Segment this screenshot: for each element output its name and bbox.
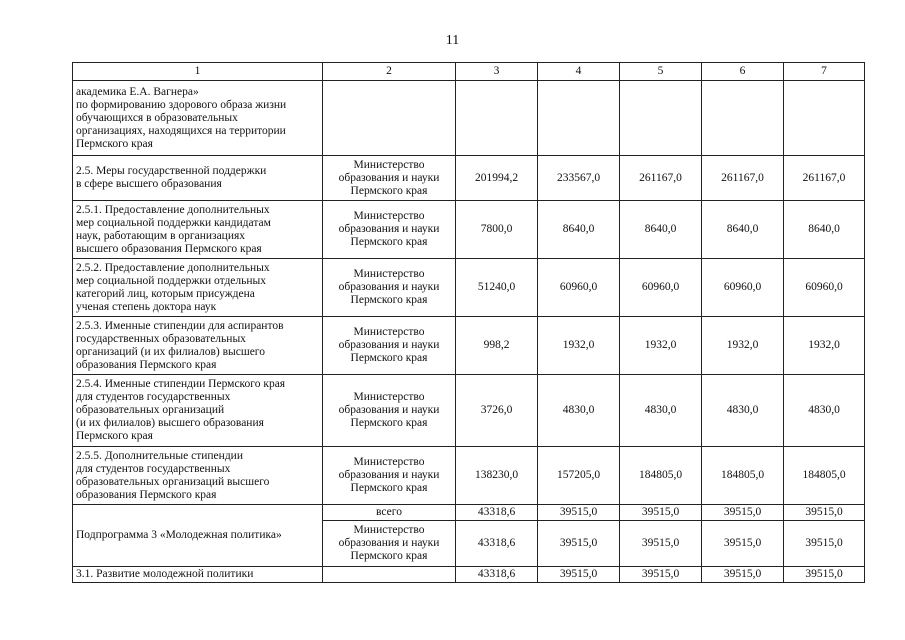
- table-row: [73, 259, 865, 317]
- executor-line: Министерство: [353, 210, 425, 222]
- value-cell: 39515,0: [620, 505, 702, 521]
- value-cell: 184805,0: [784, 447, 865, 505]
- table-row: [73, 375, 865, 447]
- executor-line: Пермского края: [350, 352, 428, 364]
- executor-line: Министерство: [353, 524, 425, 536]
- name-line: мер социальной поддержки отдельных: [76, 274, 267, 287]
- value-cell: [620, 81, 702, 156]
- value-cell: [702, 81, 784, 156]
- value-cell: 184805,0: [620, 447, 702, 505]
- value-cell: 39515,0: [620, 567, 702, 583]
- name-line: мер социальной поддержки кандидатам: [76, 216, 271, 229]
- name-line: наук, работающим в организациях: [76, 229, 246, 242]
- value-cell: 201994,2: [456, 156, 538, 201]
- name-line: 2.5.4. Именные стипендии Пермского края: [76, 378, 286, 390]
- name-line: категорий лиц, которым присуждена: [76, 287, 255, 300]
- executor-line: образования и науки: [338, 469, 440, 481]
- table-row: [73, 156, 865, 201]
- name-line: по формированию здорового образа жизни: [76, 98, 287, 111]
- column-header-5: 5: [620, 63, 702, 81]
- column-header-7: 7: [784, 63, 865, 81]
- executor-line: Пермского края: [350, 550, 428, 562]
- value-cell: 60960,0: [620, 259, 702, 317]
- value-cell: 39515,0: [702, 505, 784, 521]
- value-cell: 7800,0: [456, 201, 538, 259]
- value-cell: 39515,0: [784, 505, 865, 521]
- executor-cell: [323, 81, 456, 156]
- value-cell: 8640,0: [620, 201, 702, 259]
- value-cell: 60960,0: [538, 259, 620, 317]
- name-line: для студентов государственных: [76, 462, 231, 475]
- program-name-cell: [73, 81, 323, 156]
- table-row: [73, 317, 865, 375]
- column-header-1: 1: [73, 63, 323, 81]
- value-cell: 39515,0: [620, 521, 702, 567]
- executor-cell: [323, 567, 456, 583]
- value-cell: 39515,0: [702, 521, 784, 567]
- executor-line: Министерство: [353, 268, 425, 280]
- name-line: организаций (и их филиалов) высшего: [76, 345, 265, 358]
- value-cell: 138230,0: [456, 447, 538, 505]
- name-line: образования Пермского края: [76, 488, 217, 501]
- executor-line: образования и науки: [338, 339, 440, 351]
- name-line: в сфере высшего образования: [76, 178, 222, 190]
- executor-line: Пермского края: [350, 184, 428, 197]
- value-cell: 261167,0: [620, 156, 702, 201]
- value-cell: 3726,0: [456, 375, 538, 447]
- name-line: 2.5.3. Именные стипендии для аспирантов: [76, 319, 284, 332]
- executor-cell: [323, 521, 456, 567]
- executor-cell: [323, 156, 456, 201]
- value-cell: 51240,0: [456, 259, 538, 317]
- value-cell: 43318,6: [456, 521, 538, 567]
- value-cell: 261167,0: [702, 156, 784, 201]
- program-name-cell: [73, 156, 323, 201]
- value-cell: 39515,0: [538, 505, 620, 521]
- value-cell: 39515,0: [538, 567, 620, 583]
- executor-line: Пермского края: [350, 294, 428, 306]
- executor-cell: [323, 317, 456, 375]
- value-cell: 4830,0: [538, 375, 620, 447]
- program-name-cell: [73, 259, 323, 317]
- program-name-cell: [73, 375, 323, 447]
- table-row: [73, 81, 865, 156]
- executor-line: Министерство: [353, 391, 425, 403]
- executor-line: Пермского края: [350, 236, 428, 248]
- executor-line: образования и науки: [338, 223, 440, 235]
- value-cell: 39515,0: [784, 567, 865, 583]
- value-cell: 39515,0: [784, 521, 865, 567]
- column-header-2: 2: [323, 63, 456, 81]
- column-header-6: 6: [702, 63, 784, 81]
- budget-table: [72, 62, 865, 583]
- value-cell: 8640,0: [784, 201, 865, 259]
- value-cell: 184805,0: [702, 447, 784, 505]
- value-cell: 1932,0: [702, 317, 784, 375]
- executor-cell: [323, 447, 456, 505]
- value-cell: 4830,0: [620, 375, 702, 447]
- executor-line: образования и науки: [338, 404, 440, 416]
- executor-cell: всего: [323, 505, 456, 521]
- name-line: для студентов государственных: [76, 391, 231, 403]
- table-row: [73, 567, 865, 583]
- value-cell: 1932,0: [620, 317, 702, 375]
- value-cell: 1932,0: [784, 317, 865, 375]
- name-line: образования Пермского края: [76, 358, 217, 371]
- value-cell: 39515,0: [538, 521, 620, 567]
- value-cell: 60960,0: [784, 259, 865, 317]
- name-line: организациях, находящихся на территории: [76, 124, 286, 137]
- column-header-3: 3: [456, 63, 538, 81]
- program-name-cell: 3.1. Развитие молодежной политики: [73, 567, 323, 583]
- name-line: Пермского края: [76, 137, 153, 150]
- name-line: образовательных организаций: [76, 404, 225, 416]
- executor-cell: [323, 375, 456, 447]
- program-name-cell: [73, 201, 323, 259]
- value-cell: 43318,6: [456, 567, 538, 583]
- value-cell: 233567,0: [538, 156, 620, 201]
- value-cell: 1932,0: [538, 317, 620, 375]
- value-cell: 60960,0: [702, 259, 784, 317]
- table-row: [73, 447, 865, 505]
- executor-cell: [323, 259, 456, 317]
- value-cell: 43318,6: [456, 505, 538, 521]
- name-line: 2.5.1. Предоставление дополнительных: [76, 203, 270, 216]
- executor-line: Пермского края: [350, 417, 428, 429]
- page-number: 11: [445, 33, 460, 48]
- value-cell: 261167,0: [784, 156, 865, 201]
- program-name-cell: [73, 317, 323, 375]
- table-row: [73, 201, 865, 259]
- executor-cell: [323, 201, 456, 259]
- name-line: государственных образовательных: [76, 332, 246, 345]
- value-cell: 8640,0: [702, 201, 784, 259]
- value-cell: 39515,0: [702, 567, 784, 583]
- executor-line: Министерство: [353, 456, 425, 468]
- name-line: ученая степень доктора наук: [76, 300, 217, 313]
- value-cell: 8640,0: [538, 201, 620, 259]
- program-name-cell: [73, 447, 323, 505]
- value-cell: [784, 81, 865, 156]
- executor-line: образования и науки: [338, 537, 440, 549]
- value-cell: 998,2: [456, 317, 538, 375]
- name-line: высшего образования Пермского края: [76, 242, 262, 255]
- executor-line: образования и науки: [338, 171, 440, 184]
- name-line: обучающихся в образовательных: [76, 111, 238, 124]
- column-header-4: 4: [538, 63, 620, 81]
- executor-line: Министерство: [353, 158, 425, 171]
- name-line: 2.5. Меры государственной поддержки: [76, 165, 267, 177]
- executor-line: Министерство: [353, 326, 425, 338]
- value-cell: 157205,0: [538, 447, 620, 505]
- name-line: 2.5.5. Дополнительные стипендии: [76, 449, 243, 462]
- executor-line: образования и науки: [338, 281, 440, 293]
- name-line: 2.5.2. Предоставление дополнительных: [76, 261, 270, 274]
- value-cell: 4830,0: [702, 375, 784, 447]
- subprogram-total-row: [73, 505, 865, 521]
- subprogram-name-cell: Подпрограмма 3 «Молодежная политика»: [73, 505, 323, 567]
- executor-line: Пермского края: [350, 482, 428, 494]
- name-line: академика Е.А. Вагнера»: [76, 85, 199, 98]
- header-row: [73, 63, 865, 81]
- name-line: Пермского края: [76, 430, 153, 442]
- value-cell: [456, 81, 538, 156]
- name-line: образовательных организаций высшего: [76, 475, 270, 488]
- value-cell: [538, 81, 620, 156]
- name-line: (и их филиалов) высшего образования: [76, 417, 264, 429]
- value-cell: 4830,0: [784, 375, 865, 447]
